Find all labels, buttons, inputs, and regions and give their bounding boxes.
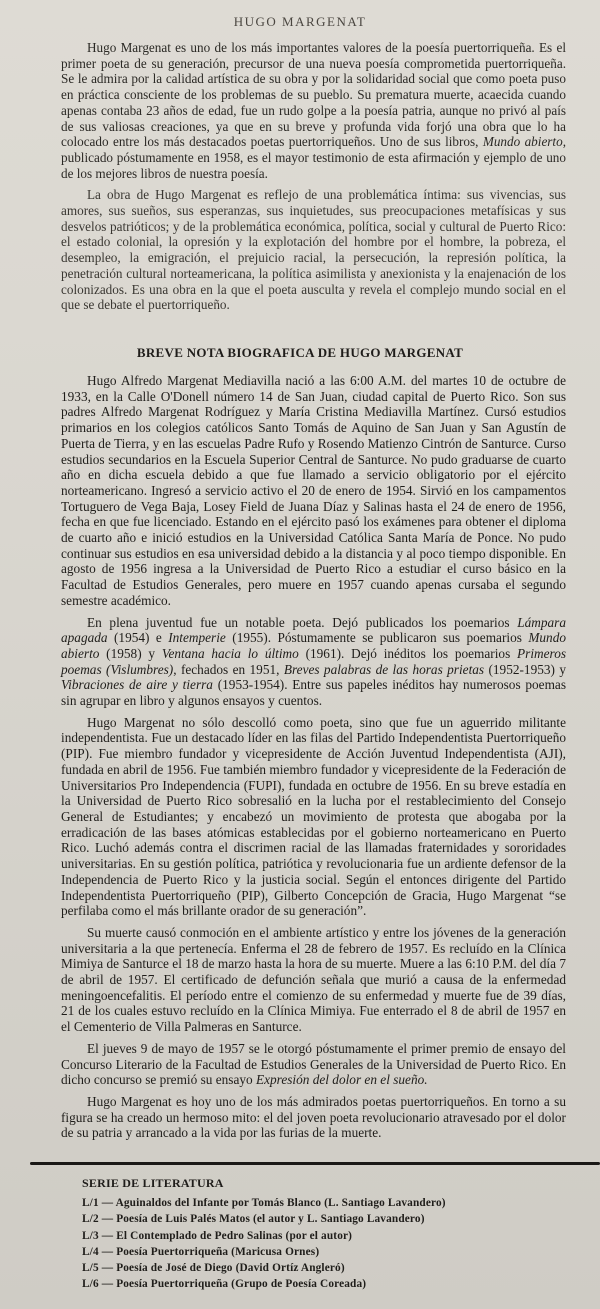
bio-paragraph-4: Su muerte causó conmoción en el ambiente artístico y entre los jóvenes de la generación universitaria a la que pertenecía. Enferma el 28 de febrero de 1957. Es recluído en la Clínica Mimiya de Santurce el 18 de marzo hasta la hora de su muerte. Muere a las 6:10 P.M. del día 7 de abril de 1957. El certificado de defunción señala que murió a causa de la enfermedad meningoencefalitis. El período entre el comienzo de su enfermedad y muerte fue de 39 días, 21 de los cuales estuvo recluído en la Clínica Mimiya. Fue enterrado el 8 de abril de 1957 en el Cementerio de Villa Palmeras en Santurce. bbox=[61, 924, 566, 1035]
series-code: L/5 bbox=[82, 1262, 99, 1275]
intro-paragraph-1 bbox=[61, 40, 566, 181]
series-item bbox=[82, 1260, 562, 1276]
bio-paragraph-2 bbox=[61, 615, 566, 709]
intro-paragraph-1-text: Hugo Margenat es uno de los más importantes valores de la poesía puertorriqueña. Es el primer poeta de su generación, precursor de una nueva poesía comprometida puertorriqueña. Se le admira por la calidad artística de su obra y por la solidaridad social que como poeta puso en práctica consciente de los problemas de su pueblo. Su prematura muerte, acaecida cuando apenas contaba 23 años de edad, fue un rudo golpe a la poesía patria, aunque no privó al país de sus valiosas creaciones, ya que en su breve y profunda vida forjó una obra que lo ha colocado entre los más destacados poetas puertorriqueños. bbox=[61, 40, 566, 150]
book-title: Mundo abierto bbox=[61, 630, 566, 661]
book-title: Primeros poemas (Vislumbres) bbox=[61, 645, 567, 677]
series-title: Poesía Puertorriqueña (Maricusa Ornes) bbox=[116, 1245, 320, 1258]
bio-section-title: BREVE NOTA BIOGRAFICA DE HUGO MARGENAT bbox=[136, 345, 464, 360]
bio-paragraph-6: Hugo Margenat es hoy uno de los más admirados poetas puertorriqueños. En torno a su figura se ha creado un hermoso mito: el del joven poeta revolucionario atravesado por el dolor de su patria y arrancado a la vida por las furias de la muerte. bbox=[61, 1093, 566, 1141]
series-code: L/4 bbox=[82, 1245, 99, 1258]
separator: — bbox=[98, 1245, 117, 1258]
separator: — bbox=[98, 1229, 117, 1242]
text-run: (1953-1954). Entre sus papeles inéditos hay numerosos poemas sin agrupar en libro y algunos ensayos y cuentos. bbox=[61, 677, 567, 709]
book-title: Breves palabras de las horas prietas bbox=[283, 661, 485, 677]
series-code: L/3 bbox=[82, 1229, 99, 1242]
series-title: Poesía de José de Diego (David Ortíz Angleró) bbox=[116, 1262, 345, 1275]
series-title: Aguinaldos del Infante por Tomás Blanco (L. Santiago Lavandero) bbox=[115, 1197, 446, 1209]
book-title: Intemperie bbox=[168, 630, 226, 646]
text-run: (1955). Póstumamente se publicaron sus poemarios bbox=[225, 630, 529, 646]
page-title: HUGO MARGENAT bbox=[233, 14, 367, 29]
series-title: Poesía de Luis Palés Matos (el autor y L. Santiago Lavandero) bbox=[116, 1213, 425, 1226]
intro-paragraph-1-tail: Uno de sus libros, bbox=[379, 134, 483, 150]
book-title: Lámpara apagada bbox=[61, 614, 566, 646]
series-code: L/6 bbox=[82, 1278, 99, 1291]
bio-section bbox=[61, 373, 566, 1147]
bio-paragraph-3: Hugo Margenat no sólo descolló como poeta, sino que fue un aguerrido militante independentista. Fue un destacado líder en las filas del Partido Independentista Puertorriqueño (PIP). Fue miembro fundador y vicepresidente de Acción Juventud Independentista (AJI), fundada en abril de 1956. Fue también miembro fundador y vicepresidente de la Federación de Universitarios Pro Independencia (FUPI), fundada en octubre de 1956. En su breve estadía en la Universidad de Puerto Rico sobresalió en la lucha por el restablecimiento del Consejo General de Estudiantes; y encabezó un movimiento de protesta que abogaba por la erradicación de las bases atómicas establecidas por el gobierno norteamericano en Puerto Rico. Luchó además contra el discrimen racial de las llamadas fraternidades y sororidades universitarias. En su gestión política, patriótica y revolucionaria fue un ardiente defensor de la Independencia de Puerto Rico y la justicia social. Según el entonces dirigente del Partido Independentista Puertorriqueño (PIP), Gilberto Concepción de Gracia, Hugo Margenat “se perfilaba como el más brillante orador de su generación”. bbox=[61, 714, 566, 919]
essay-title: Expresión del dolor en el sueño. bbox=[255, 1072, 428, 1088]
separator: — bbox=[98, 1278, 117, 1291]
bio-paragraph-5 bbox=[61, 1041, 566, 1088]
bio-paragraph-1: Hugo Alfredo Margenat Mediavilla nació a las 6:00 A.M. del martes 10 de octubre de 1933, en la Calle O'Donell número 14 de San Juan, ciudad capital de Puerto Rico. Son sus padres Alfredo Margenat Rodríguez y María Cristina Mediavilla Martínez. Cursó estudios primarios en los colegios católicos Santo Tomás de Aquino de San Juan y San Agustín de Puerta de Tierra, y en las escuelas Padre Rufo y Rosendo Matienzo Cintrón de Santurce. Curso estudios secundarios en la Escuela Superior Central de Santurce. No pudo graduarse de cuarto año en dicha escuela debido a que fue llamado a servicio obligatorio por el ejército norteamericano. Ingresó a servicio activo el 20 de enero de 1954. Sirvió en los campamentos Tortuguero de Vega Baja, Losey Field de Juana Díaz y Salinas hasta el 24 de enero de 1956, fecha en que fue licenciado. Estando en el ejército pasó los exámenes para obtener el diploma de cuarto año e inició estudios en la Universidad Católica Santa María de Ponce. No pudo continuar sus estudios en esa universidad debido a la distancia y al poco tiempo disponible. En agosto de 1956 ingresa a la Universidad de Puerto Rico a estudiar el curso básico en la Facultad de Estudios Generales, pero muere en 1957 cuando apenas cursaba el segundo semestre académico. bbox=[61, 373, 566, 608]
series-code: L/1 bbox=[82, 1197, 99, 1209]
series-title: El Contemplado de Pedro Salinas (por el autor) bbox=[116, 1229, 353, 1242]
intro-section bbox=[61, 40, 566, 319]
separator: — bbox=[98, 1262, 117, 1275]
series-title: Poesía Puertorriqueña (Grupo de Poesía Coreada) bbox=[116, 1278, 367, 1291]
text-run: (1958) y bbox=[99, 645, 162, 661]
section-divider bbox=[30, 1162, 600, 1165]
series-heading: SERIE DE LITERATURA bbox=[82, 1176, 224, 1190]
book-title-mundo-abierto: Mundo abierto bbox=[482, 134, 563, 150]
text-run: En plena juventud fue un notable poeta. Dejó publicados los poemarios bbox=[87, 614, 518, 630]
intro-paragraph-1-tail-after: , publicado póstumamente en 1958, es el mayor testimonio de esta afirmación y ejemplo de uno de los mejores libros de nuestra poesía. bbox=[61, 134, 566, 181]
separator: — bbox=[98, 1197, 116, 1209]
series-code: L/2 bbox=[82, 1213, 99, 1226]
series-item bbox=[82, 1244, 562, 1260]
book-title: Ventana hacia lo último bbox=[161, 645, 299, 661]
separator: — bbox=[98, 1213, 117, 1226]
text-run: El jueves 9 de mayo de 1957 se le otorgó póstumamente el primer premio de ensayo del Concurso Literario de la Facultad de Estudios Generales de la Universidad de Puerto Rico. En dicho concurso se premió su ensayo bbox=[61, 1040, 566, 1088]
text-run: (1961). Dejó inéditos los poemarios bbox=[298, 645, 518, 661]
text-run: (1954) e bbox=[107, 630, 169, 646]
book-title: Vibraciones de aire y tierra bbox=[61, 677, 213, 693]
series-list bbox=[82, 1176, 562, 1293]
series-item bbox=[82, 1276, 562, 1292]
series-item bbox=[82, 1195, 562, 1211]
series-item bbox=[82, 1228, 562, 1244]
text-run: (1952-1953) y bbox=[484, 661, 566, 677]
series-item bbox=[82, 1211, 562, 1227]
text-run: , fechados en 1951, bbox=[173, 661, 284, 677]
intro-paragraph-2: La obra de Hugo Margenat es reflejo de una problemática íntima: sus vivencias, sus amores, sus sueños, sus esperanzas, sus inquietudes, sus preocupaciones metafísicas y sus desvelos patrióticos; y de la problemática económica, política, social y cultural de Puerto Rico: el estado colonial, la opresión y la explotación del hombre por el hombre, la pobreza, el desempleo, la emigración, el prejuicio racial, la persecución, la represión política, la penetración cultural norteamericana, la política asimilista y anexionista y la enajenación de los colonizados. Es una obra en la que el poeta ausculta y revela el complejo mundo social en el que se debate el puertorriqueño. bbox=[61, 187, 566, 313]
